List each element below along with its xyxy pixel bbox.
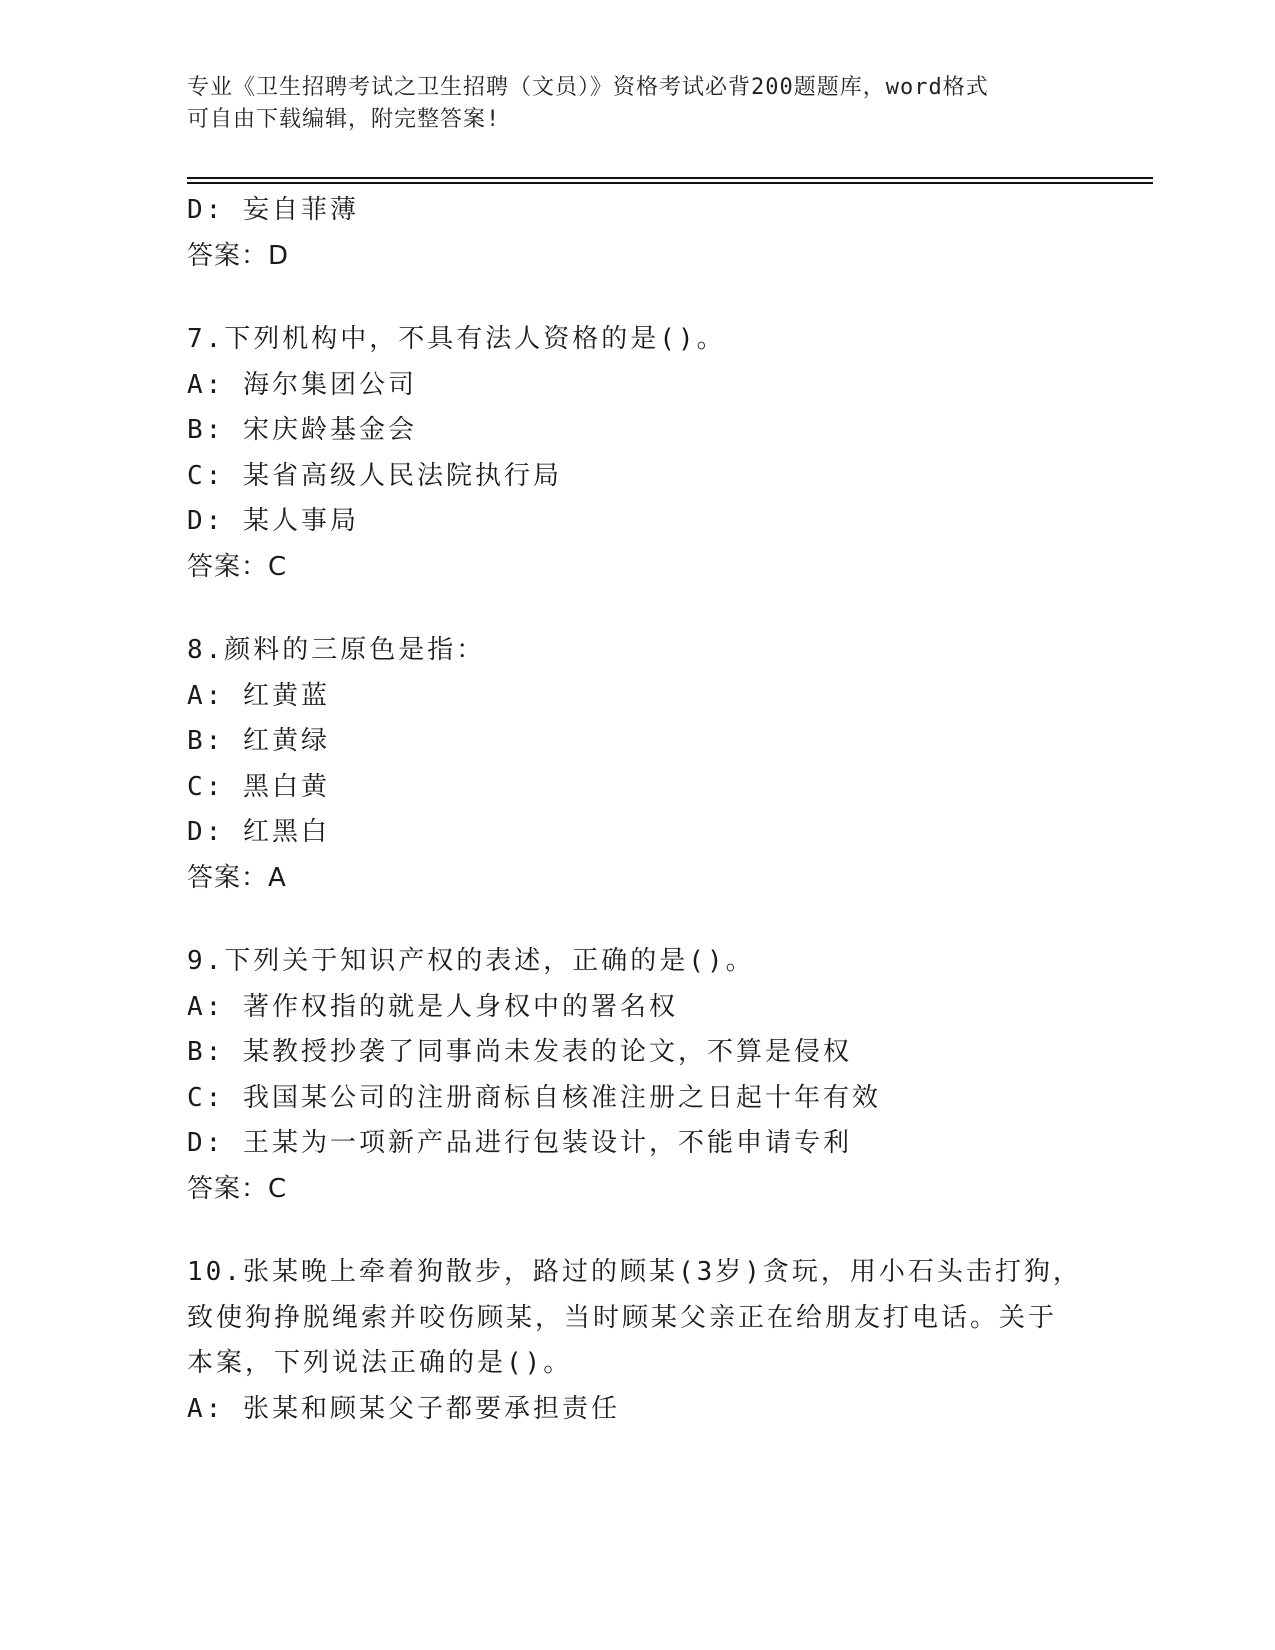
answer: 答案：C [187, 1173, 288, 1204]
document-header [187, 72, 1067, 136]
answer: 答案：C [187, 551, 288, 582]
header-rule-top [187, 177, 1153, 179]
option-a: A: 张某和顾某父子都要承担责任 [187, 1393, 620, 1424]
option-c: C: 我国某公司的注册商标自核准注册之日起十年有效 [187, 1082, 881, 1113]
option-c: C: 某省高级人民法院执行局 [187, 460, 562, 491]
question-stem: 8.颜料的三原色是指： [187, 635, 486, 665]
question-9 [187, 939, 1087, 1212]
header-line-2: 可自由下载编辑，附完整答案! [187, 107, 501, 132]
option-d: D: 某人事局 [187, 506, 359, 536]
question-stem-line-2: 致使狗挣脱绳索并咬伤顾某，当时顾某父亲正在给朋友打电话。关于 [187, 1302, 1058, 1333]
question-stem-line-1: 10.张某晚上牵着狗散步，路过的顾某(3岁)贪玩，用小石头击打狗， [187, 1257, 1082, 1287]
question-8 [187, 628, 1087, 901]
option-b: B: 某教授抄袭了同事尚未发表的论文，不算是侵权 [187, 1037, 852, 1067]
question-7 [187, 317, 1087, 590]
question-10 [187, 1250, 1087, 1432]
option-a: A: 海尔集团公司 [187, 369, 417, 400]
option-a: A: 红黄蓝 [187, 680, 330, 711]
option-d: D: 王某为一项新产品进行包装设计，不能申请专利 [187, 1128, 852, 1158]
question-stem-line-3: 本案，下列说法正确的是()。 [187, 1348, 573, 1378]
header-line-1: 专业《卫生招聘考试之卫生招聘（文员）》资格考试必背200题题库，word格式 [187, 75, 989, 100]
option-a: A: 著作权指的就是人身权中的署名权 [187, 991, 678, 1022]
header-rule-bottom [187, 182, 1153, 184]
question-stem: 9.下列关于知识产权的表述，正确的是()。 [187, 946, 755, 976]
option-c: C: 黑白黄 [187, 771, 330, 802]
question-stem: 7.下列机构中，不具有法人资格的是()。 [187, 324, 726, 354]
option-b: B: 宋庆龄基金会 [187, 415, 417, 445]
document-body [187, 188, 1087, 1432]
option-b: B: 红黄绿 [187, 726, 330, 756]
option-d: D: 红黑白 [187, 817, 330, 847]
prev-option-d: D: 妄自菲薄 [187, 195, 359, 225]
answer: 答案：A [187, 862, 287, 893]
prev-answer: 答案：D [187, 240, 290, 271]
